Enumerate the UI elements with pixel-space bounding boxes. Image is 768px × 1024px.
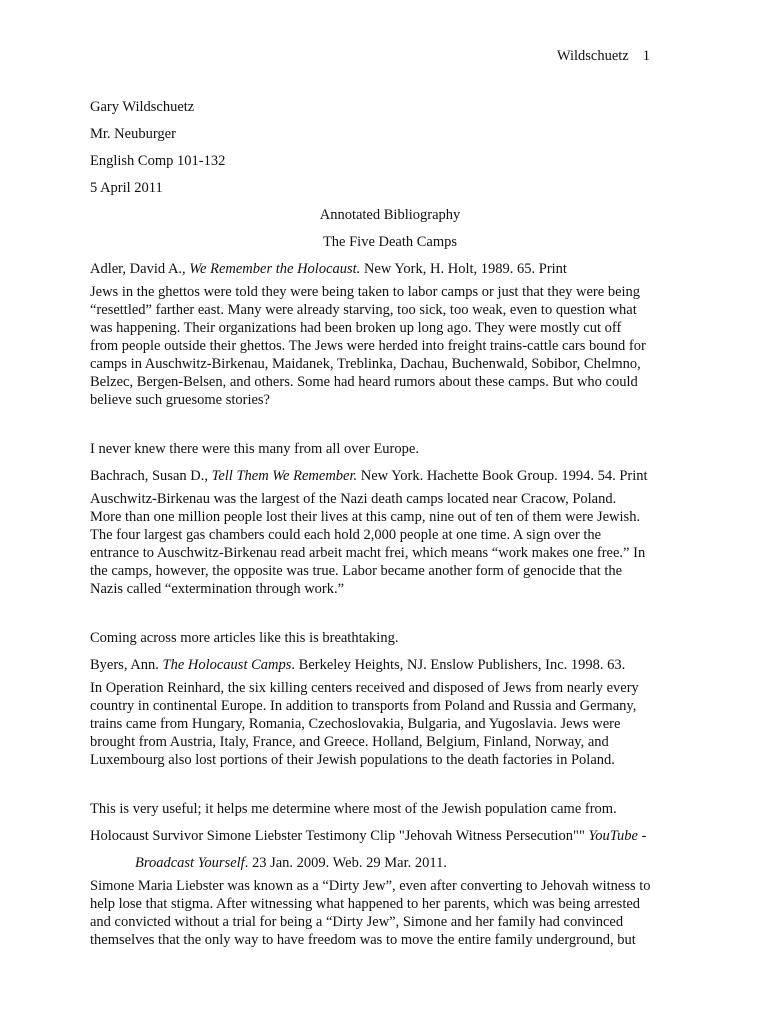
reflection-2: Coming across more articles like this is breathtaking. <box>90 630 399 646</box>
citation-2: Bachrach, Susan D., Tell Them We Remember. New York. Hachette Book Group. 1994. 54. Print <box>90 468 648 484</box>
course-name: English Comp 101-132 <box>90 153 226 169</box>
citation-4: Holocaust Survivor Simone Liebster Testimony Clip "Jehovah Witness Persecution"" YouTube - <box>90 828 647 844</box>
header-surname: Wildschuetz <box>556 48 629 64</box>
running-header <box>557 48 650 65</box>
summary-3: In Operation Reinhard, the six killing centers received and disposed of Jews from nearly every country in continental Europe. In addition to transports from Poland and Russia and Germany, trains came from Hungary, Romania, Czechoslovakia, Bulgaria, and Yugoslavia. Jews were brought from Austria, Italy, France, and Greece. Holland, Belgium, Finland, Norway, and Luxembourg also lost portions of their Jewish populations to the death factories in Poland. <box>90 680 639 768</box>
page-number: 1 <box>642 48 650 64</box>
document-title: Annotated Bibliography <box>319 207 461 223</box>
summary-1: Jews in the ghettos were told they were being taken to labor camps or just that they were being “resettled” farther east. Many were already starving, too sick, too weak, even to question what was happening. Their organizations had been broken up long ago. They were mostly cut off from people outside their ghettos. The Jews were herded into freight trains-cattle cars bound for camps in Auschwitz-Birkenau, Maidanek, Treblinka, Dachau, Buchenwald, Sobibor, Chelmno, Belzec, Bergen-Belsen, and others. Some had heard rumors about these camps. But who could believe such gruesome stories? <box>90 284 646 408</box>
document-date: 5 April 2011 <box>90 180 163 196</box>
summary-2: Auschwitz-Birkenau was the largest of the Nazi death camps located near Cracow, Poland. More than one million people lost their lives at this camp, nine out of ten of them were Jewish. The four largest gas chambers could each hold 2,000 people at one time. A sign over the entrance to Auschwitz-Birkenau read arbeit macht frei, which means “work makes one free.” In the camps, however, the opposite was true. Labor became another form of genocide that the Nazis called “extermination through work.” <box>90 491 646 597</box>
citation-4-continued: Broadcast Yourself. 23 Jan. 2009. Web. 29 Mar. 2011. <box>135 855 447 871</box>
document-body <box>90 94 690 958</box>
citation-1: Adler, David A., We Remember the Holocaust. New York, H. Holt, 1989. 65. Print <box>90 261 567 277</box>
document-subtitle: The Five Death Camps <box>322 234 458 250</box>
student-name: Gary Wildschuetz <box>90 99 195 115</box>
summary-4: Simone Maria Liebster was known as a “Dirty Jew”, even after converting to Jehovah witness to help lose that stigma. After witnessing what happened to her parents, which was being arrested and convicted without a trial for being a “Dirty Jew”, Simone and her family had convinced themselves that the only way to have freedom was to move the entire family underground, but <box>90 878 651 948</box>
citation-3: Byers, Ann. The Holocaust Camps. Berkeley Heights, NJ. Enslow Publishers, Inc. 1998. 63. <box>90 657 626 673</box>
reflection-3: This is very useful; it helps me determine where most of the Jewish population came from. <box>90 801 617 817</box>
instructor-name: Mr. Neuburger <box>90 126 176 142</box>
reflection-1: I never knew there were this many from all over Europe. <box>90 441 419 457</box>
